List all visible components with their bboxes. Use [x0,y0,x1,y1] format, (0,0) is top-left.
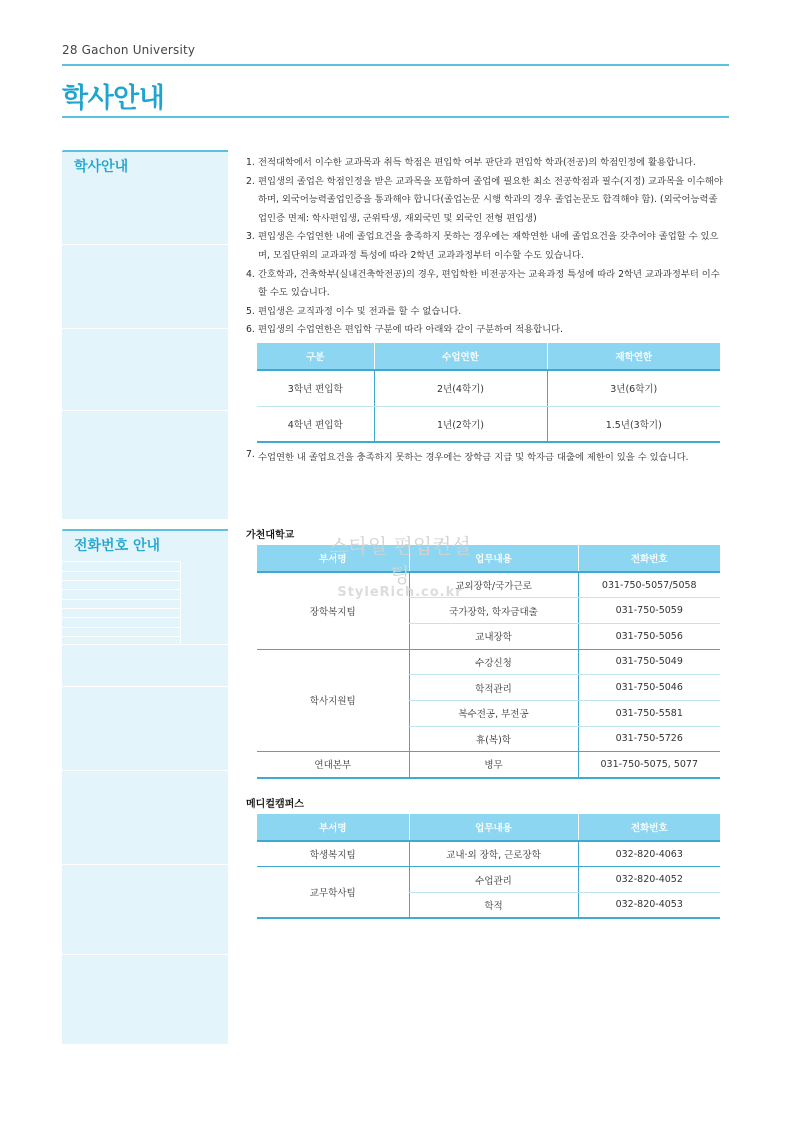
table-row: 교내장학 031-750-5056 [257,623,720,649]
note-item: 5. 편입생은 교직과정 이수 및 전과를 할 수 없습니다. [246,305,462,317]
table-row: 학사지원팀 수강신청 031-750-5049 [257,649,720,675]
page-title: 학사안내 [62,83,165,114]
table-row: 교무학사팀 수업관리 032-820-4052 [257,867,720,893]
sidebar-section-header [62,529,228,557]
admission-notes-list [246,154,726,340]
note-item: 3. 편입생은 수업연한 내에 졸업요건을 충족하지 못하는 경우에는 재학연한 내에 졸업요건을 갖추어야 졸업할 수 있으며, 모집단위의 교과과정 특성에 따라 2학년 교과과정부터 이수할 수도 있습니다. [246,231,719,261]
department-cell: 교무학사팀 [257,867,409,918]
sidebar-section-header [62,150,228,178]
campus-label: 가천대학교 [246,530,295,541]
table-row: 4학년 편입학 1년(2학기) 1.5년(3학기) [257,406,720,442]
sidebar-section-academic [62,150,228,519]
sidebar-section-phone [62,529,228,1044]
header-divider [62,64,729,66]
table-row: 연대본부 병무 031-750-5075, 5077 [257,752,720,778]
table-header-cell: 전화번호 [578,545,720,572]
table-row: 학생복지팀 교내·외 장학, 근로장학 032-820-4063 [257,841,720,867]
note-item: 7. 수업연한 내 졸업요건을 충족하지 못하는 경우에는 장학금 지급 및 학자금 대출에 제한이 있을 수 있습니다. [246,449,689,463]
table-row: 학적관리 031-750-5046 [257,675,720,701]
department-cell: 장학복지팀 [257,572,409,649]
table-header-cell: 부서명 [257,814,409,841]
table-row: 장학복지팀 교외장학/국가근로 031-750-5057/5058 [257,572,720,598]
watermark: 스타일 편입컨설팅 StyleRich.co.kr [329,534,471,600]
title-divider [62,116,729,118]
campus2-phone-table [257,814,720,919]
table-row: 3학년 편입학 2년(4학기) 3년(6학기) [257,370,720,406]
note-item: 1. 전적대학에서 이수한 교과목과 취득 학점은 편입학 여부 판단과 편입학 학과(전공)의 학점인정에 활용합니다. [246,157,696,168]
table-header-cell: 부서명 [257,545,409,572]
page-header-label: 28 Gachon University [62,43,196,57]
campus-label: 메디컬캠퍼스 [246,799,304,810]
sidebar-section-title: 전화번호 안내 [74,538,161,554]
table-header-cell: 수업연한 [374,343,547,370]
department-cell: 학생복지팀 [257,841,409,867]
study-years-table [257,343,720,443]
table-header-cell: 재학연한 [547,343,720,370]
campus1-phone-table [257,545,720,779]
sidebar-section-title: 학사안내 [74,159,129,175]
table-header-cell: 구분 [257,343,374,370]
table-header-cell: 업무내용 [409,814,578,841]
table-header-cell: 업무내용 [409,545,578,572]
table-row: 복수전공, 부전공 031-750-5581 [257,700,720,726]
table-header-cell: 전화번호 [578,814,720,841]
department-cell: 연대본부 [257,752,409,778]
table-row: 학적 032-820-4053 [257,892,720,918]
table-row: 국가장학, 학자금대출 031-750-5059 [257,598,720,624]
table-row: 휴(복)학 031-750-5726 [257,726,720,752]
note-item: 4. 간호학과, 건축학부(실내건축학전공)의 경우, 편입학한 비전공자는 교육과정 특성에 따라 2학년 교과과정부터 이수할 수도 있습니다. [246,268,720,299]
department-cell: 학사지원팀 [257,649,409,752]
note-item: 6. 편입생의 수업연한은 편입학 구분에 따라 아래와 같이 구분하여 적용합니다. [246,324,564,336]
note-item: 2. 편입생의 졸업은 학점인정을 받은 교과목을 포함하여 졸업에 필요한 최소 전공학점과 필수(지정) 교과목을 이수해야 하며, 외국어능력졸업인증을 통과해야 합니다(졸업논문 시행 학과의 경우 졸업논문도 합격해야 함). (외국어능력졸업인증 면제: 학사편입생, 군위탁생, 재외국민 및 외국인 전형 편입생) [246,175,723,224]
